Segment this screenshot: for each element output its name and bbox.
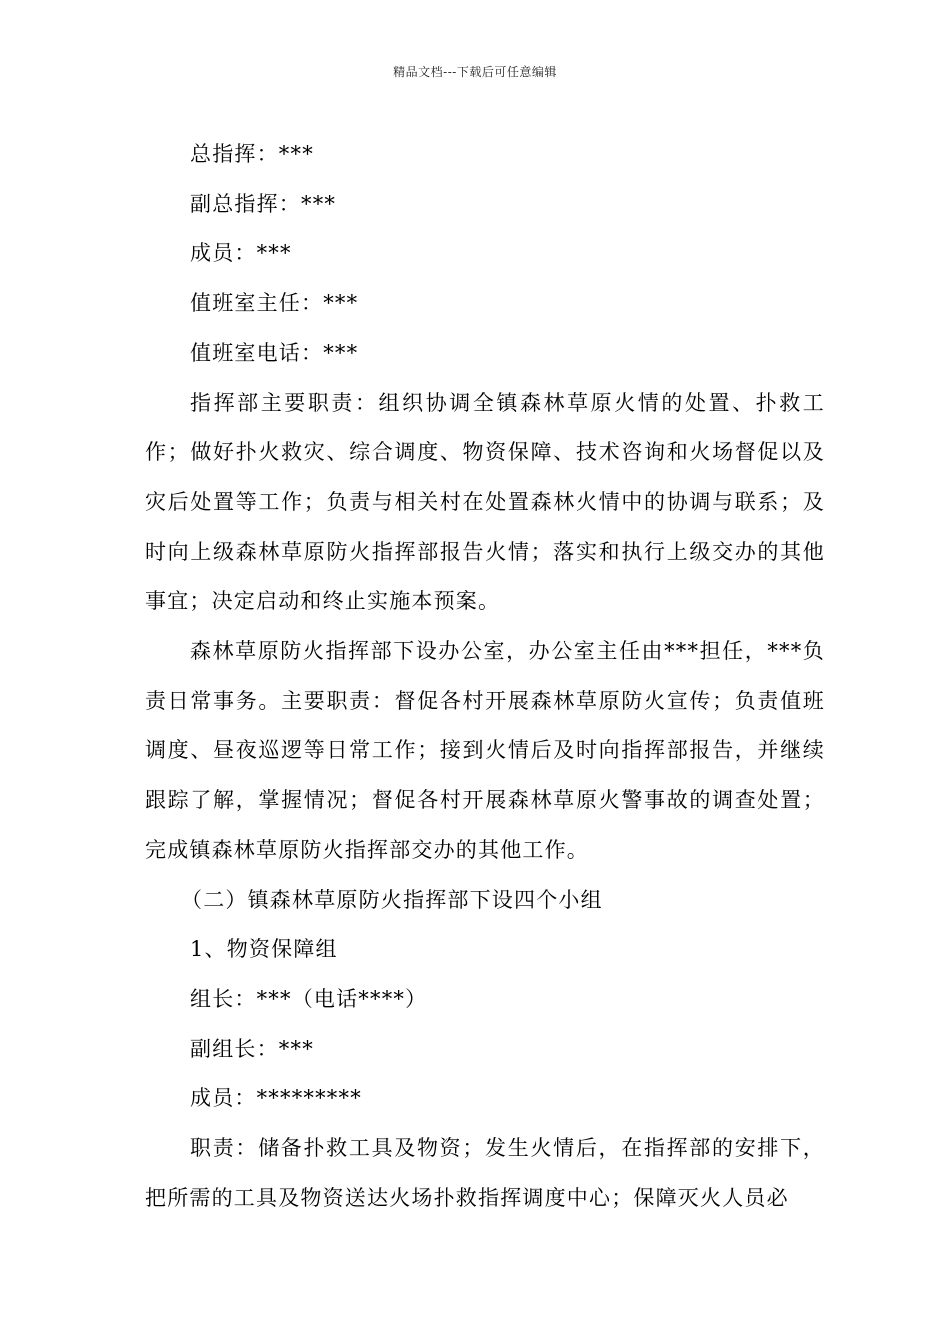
page-header: 精品文档---下载后可任意编辑: [393, 65, 557, 79]
duty-room-director-line: 值班室主任：***: [190, 291, 359, 316]
commander-line: 总指挥：***: [190, 142, 314, 166]
office-duties-paragraph: 森林草原防火指挥部下设办公室，办公室主任由***担任，***负责日常事务。主要职责：督促各村开展森林草原防火宣传；负责值班调度、昼夜巡逻等日常工作；接到火情后及时向指挥部报告，并继续跟踪了解，掌握情况；督促各村开展森林草原火警事故的调查处置；完成镇森林草原防火指挥部交办的其他工作。: [145, 639, 825, 862]
group-members-line: 成员：*********: [190, 1086, 362, 1111]
subsection-heading: 1、物资保障组: [190, 937, 338, 962]
document-body: [145, 130, 825, 1223]
deputy-group-leader-line: 副组长：***: [190, 1036, 314, 1061]
members-line: 成员：***: [190, 241, 292, 266]
group-duties-paragraph: 职责：储备扑救工具及物资；发生火情后，在指挥部的安排下，把所需的工具及物资送达火场扑救指挥调度中心；保障灭火人员必: [145, 1136, 825, 1210]
section-heading: （二）镇森林草原防火指挥部下设四个小组: [181, 887, 603, 912]
deputy-commander-line: 副总指挥：***: [190, 191, 337, 216]
group-leader-line: 组长：***（电话****）: [190, 986, 428, 1011]
duty-room-phone-line: 值班室电话：***: [190, 340, 359, 365]
hq-duties-paragraph: 指挥部主要职责：组织协调全镇森林草原火情的处置、扑救工作；做好扑火救灾、综合调度、物资保障、技术咨询和火场督促以及灾后处置等工作；负责与相关村在处置森林火情中的协调与联系；及时向上级森林草原防火指挥部报告火情；落实和执行上级交办的其他事宜；决定启动和终止实施本预案。: [145, 390, 825, 614]
